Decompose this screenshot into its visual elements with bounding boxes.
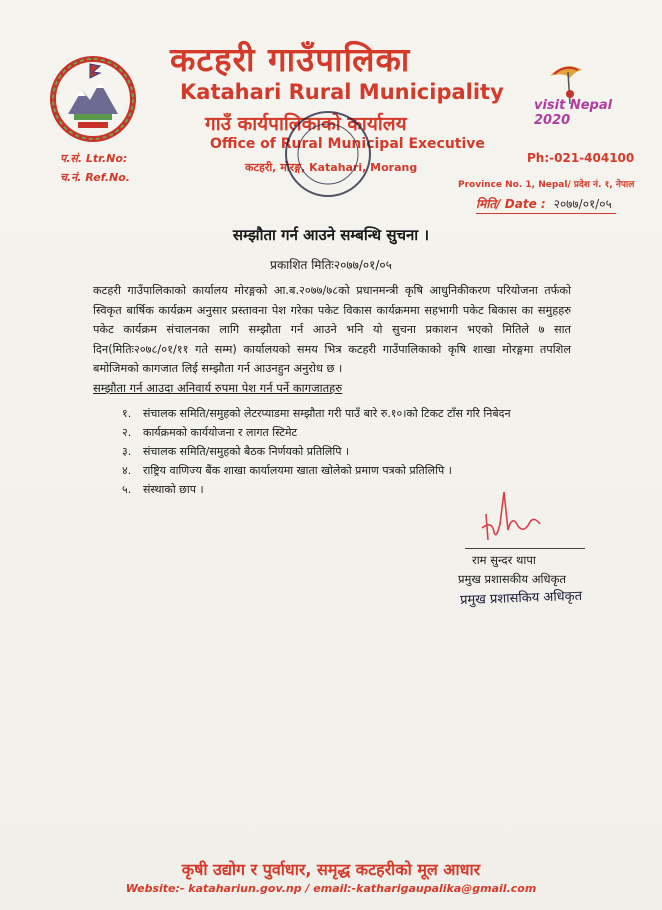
list-item: १. संचालक समिति/समुहको लेटरप्याडमा सम्झौता गरी पाउँ बारे रु.१०।को टिकट टाँस गरि निबेदन — [122, 407, 511, 420]
designation-stamp: प्रमुख प्रशासकिय अधिकृत — [459, 588, 583, 609]
office-stamp-icon — [282, 108, 374, 200]
footer-website: Website:- katahariun.gov.np / email:-katharigaupalika@gmail.com — [125, 882, 537, 895]
signatory-title: प्रमुख प्रशासकीय अधिकृत — [458, 572, 566, 586]
requirements-title: सम्झौता गर्न आउदा अनिवार्य रुपमा पेश गर्न पर्ने कागजातहरु — [93, 381, 343, 395]
office-title-en: Office of Rural Municipal Executive — [210, 136, 485, 152]
list-item: ३. संचालक समिति/समुहको बैठक निर्णयको प्रतिलिपि । — [122, 445, 350, 458]
municipality-title-np: कटहरी गाउँपालिका — [170, 40, 411, 79]
date-underline — [476, 213, 616, 214]
office-address: कटहरी, मोरङ्ग, Katahari, Morang — [245, 161, 418, 174]
office-title-np: गाउँ कार्यपालिकाको कार्यालय — [205, 113, 407, 135]
municipality-title-en: Katahari Rural Municipality — [180, 80, 504, 104]
notice-subject: सम्झौता गर्न आउने सम्बन्धि सुचना । — [232, 226, 430, 244]
date-label: मिति/ Date : — [476, 197, 546, 211]
reference-number-label: च.नं. Ref.No. — [60, 171, 130, 184]
letter-number-label: प.सं. Ltr.No: — [60, 152, 128, 165]
nepal-emblem-icon — [50, 56, 136, 142]
province-line: Province No. 1, Nepal/ प्रदेश नं. १, नेपाल — [458, 180, 635, 190]
visit-nepal-logo — [530, 58, 620, 128]
footer-slogan: कृषी उद्योग र पुर्वाधार, समृद्ध कटहरीको मूल आधार — [181, 860, 481, 879]
signatory-name: राम सुन्दर थापा — [472, 553, 536, 567]
visit-nepal-text: visit Nepal 2020 — [534, 98, 613, 128]
phone-number: Ph:-021-404100 — [527, 151, 635, 165]
notice-body: कटहरी गाउँपालिकाको कार्यालय मोरङ्गको आ.ब.२०७७/७८को प्रधानमन्त्री कृषि आधुनिकीकरण परियोजना तर्फको स्विकृत बार्षिक कार्यक्रम अनुसार प्रस्तावना पेश गरेका पकेट विकास कार्यक्रममा सहभागी पकेट बिकास का समुहहरु पकेट कार्यक्रम संचालनका लागि सम्झौता गर्न आउने भनि यो सुचना प्रकाशन भएको मितिले ७ सात दिन(मितिः२०७८/०१/११ गते सम्म) कार्यालयको समय भित्र कटहरी गाउँपालिकाको कृषि शाखा मोरङ्गमा तपशिल बमोजिमको कागजात लिई सम्झौता गर्न आउनहुन अनुरोध छ । — [93, 284, 571, 375]
list-item: ४. राष्ट्रिय वाणिज्य बैंक शाखा कार्यालयमा खाता खोलेको प्रमाण पत्रको प्रतिलिपि । — [122, 464, 452, 477]
date-value: २०७७/०१/०५ — [553, 197, 612, 211]
signature-line — [465, 548, 585, 549]
list-item: २. कार्यक्रमको कार्ययोजना र लागत स्टिमेट — [122, 426, 298, 439]
published-date: प्रकाशित मितिः२०७७/०१/०५ — [270, 258, 392, 272]
signature-icon — [478, 484, 548, 548]
date-row — [476, 195, 612, 212]
list-item: ५. संस्थाको छाप । — [122, 483, 204, 496]
requirements-list — [122, 404, 511, 499]
